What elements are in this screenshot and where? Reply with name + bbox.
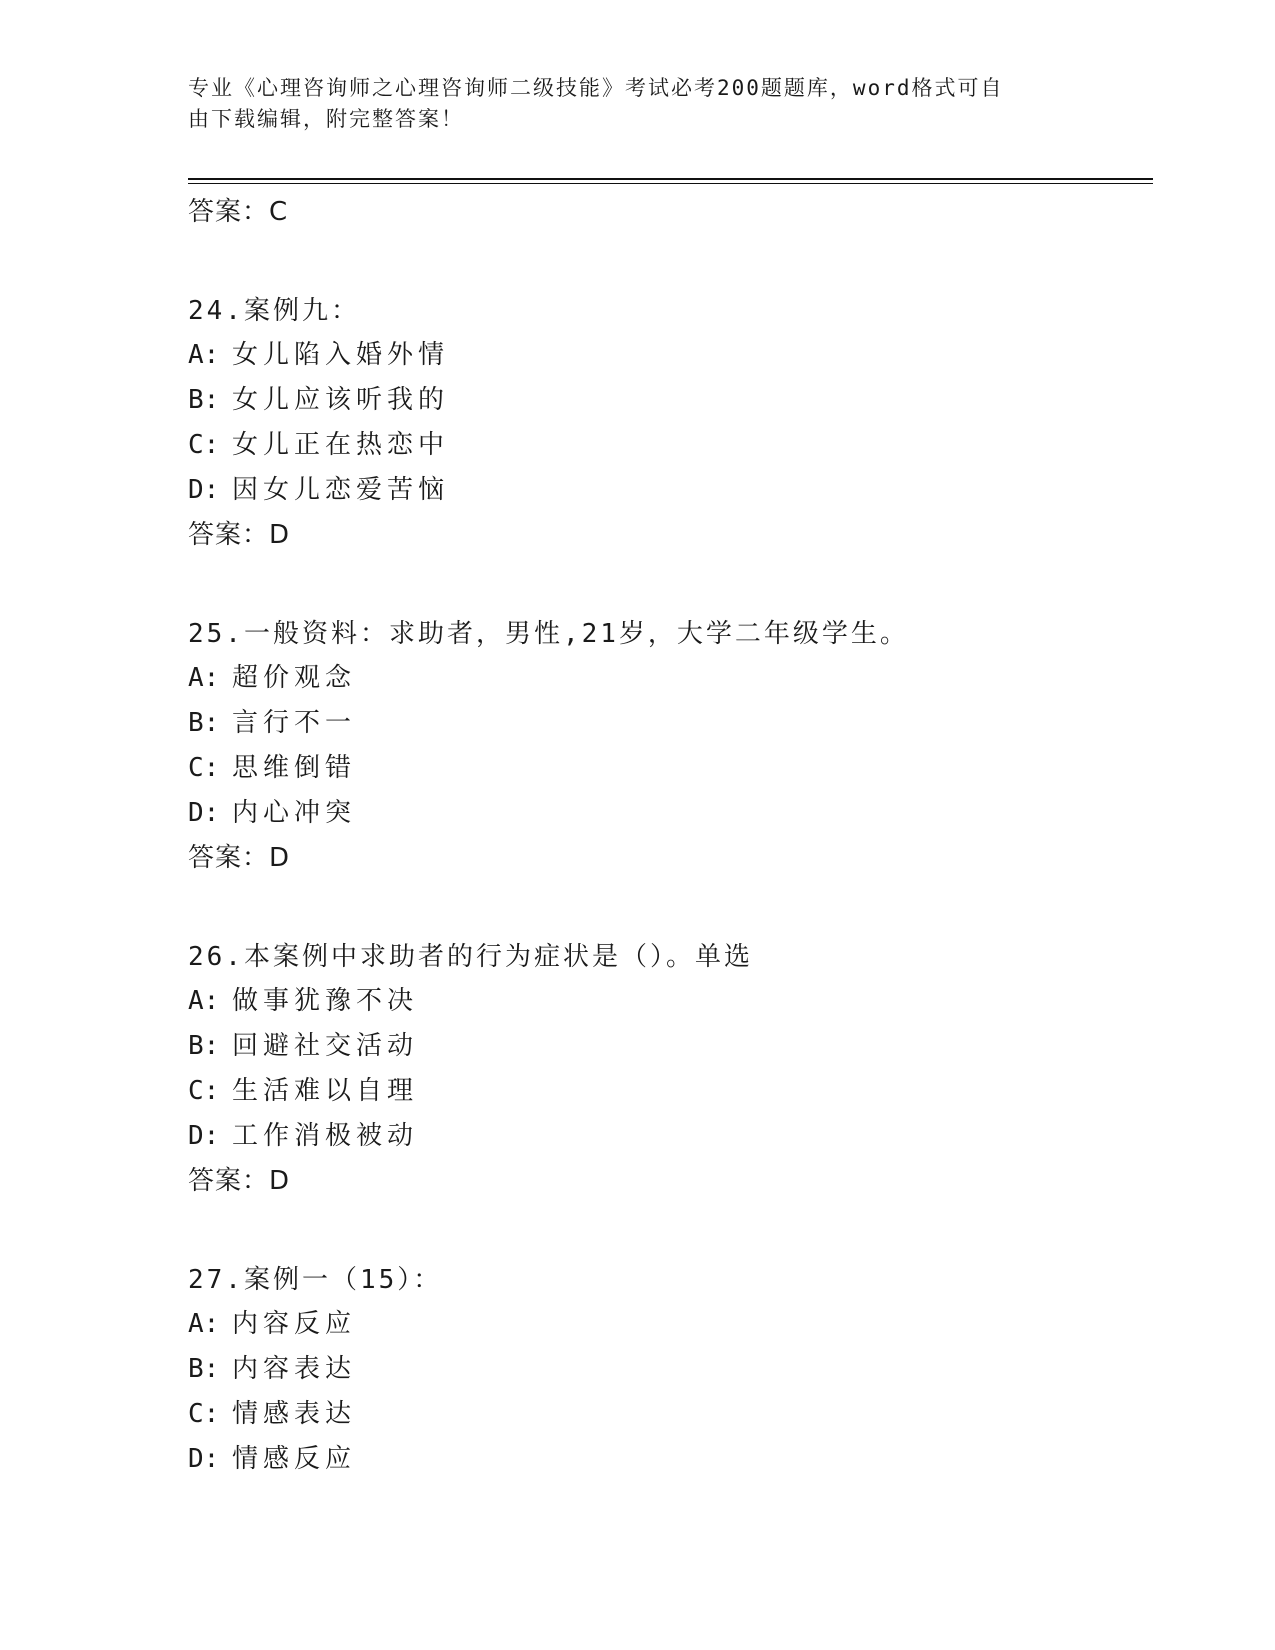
option-a xyxy=(188,979,1148,1024)
spacer xyxy=(188,557,1148,612)
option-text: 做事犹豫不决 xyxy=(232,986,419,1016)
option-c xyxy=(188,1069,1148,1114)
option-letter: A: xyxy=(188,1309,220,1339)
option-a xyxy=(188,1302,1148,1347)
option-b xyxy=(188,1024,1148,1069)
option-c xyxy=(188,1392,1148,1437)
spacer xyxy=(188,880,1148,935)
option-text: 情感反应 xyxy=(232,1444,357,1474)
option-b xyxy=(188,701,1148,746)
option-letter: B: xyxy=(188,1354,220,1384)
option-c xyxy=(188,423,1148,468)
option-letter: B: xyxy=(188,385,220,415)
option-letter: C: xyxy=(188,753,220,783)
option-text: 思维倒错 xyxy=(232,753,357,783)
option-text: 工作消极被动 xyxy=(232,1121,419,1151)
option-text: 言行不一 xyxy=(232,708,357,738)
answer-line: 答案：D xyxy=(188,520,291,550)
option-letter: D: xyxy=(188,475,220,505)
question-title: 27.案例一（15）： xyxy=(188,1265,443,1295)
option-text: 内容反应 xyxy=(232,1309,357,1339)
question-block xyxy=(188,612,1148,935)
option-a xyxy=(188,333,1148,378)
answer-line: 答案：D xyxy=(188,843,291,873)
header-line-1: 专业《心理咨询师之心理咨询师二级技能》考试必考200题题库，word格式可自 xyxy=(188,76,1004,100)
option-d xyxy=(188,791,1148,836)
option-letter: A: xyxy=(188,340,220,370)
option-text: 因女儿恋爱苦恼 xyxy=(232,475,450,505)
question-title: 26.本案例中求助者的行为症状是（）。单选 xyxy=(188,942,753,972)
option-letter: D: xyxy=(188,1444,220,1474)
question-title: 24.案例九： xyxy=(188,296,360,326)
answer-line: 答案：C xyxy=(188,197,289,227)
question-title: 25.一般资料：求助者，男性,21岁，大学二年级学生。 xyxy=(188,619,909,649)
option-b xyxy=(188,378,1148,423)
header-line-2: 由下载编辑，附完整答案！ xyxy=(188,107,464,131)
question-block xyxy=(188,1258,1148,1482)
option-letter: C: xyxy=(188,430,220,460)
option-text: 生活难以自理 xyxy=(232,1076,419,1106)
question-block xyxy=(188,935,1148,1258)
option-text: 女儿正在热恋中 xyxy=(232,430,450,460)
question-list xyxy=(188,190,1148,1482)
answer-line: 答案：D xyxy=(188,1166,291,1196)
header-divider-thick xyxy=(188,178,1153,180)
option-text: 内容表达 xyxy=(232,1354,357,1384)
option-letter: B: xyxy=(188,1031,220,1061)
option-letter: A: xyxy=(188,986,220,1016)
option-text: 回避社交活动 xyxy=(232,1031,419,1061)
option-letter: D: xyxy=(188,798,220,828)
option-letter: A: xyxy=(188,663,220,693)
option-letter: C: xyxy=(188,1399,220,1429)
option-letter: D: xyxy=(188,1121,220,1151)
option-a xyxy=(188,656,1148,701)
option-text: 内心冲突 xyxy=(232,798,357,828)
option-text: 女儿应该听我的 xyxy=(232,385,450,415)
question-block xyxy=(188,289,1148,612)
option-c xyxy=(188,746,1148,791)
option-text: 情感表达 xyxy=(232,1399,357,1429)
spacer xyxy=(188,234,1148,289)
option-b xyxy=(188,1347,1148,1392)
option-text: 超价观念 xyxy=(232,663,357,693)
option-text: 女儿陷入婚外情 xyxy=(232,340,450,370)
option-letter: B: xyxy=(188,708,220,738)
spacer xyxy=(188,1203,1148,1258)
option-d xyxy=(188,1114,1148,1159)
option-d xyxy=(188,1437,1148,1482)
option-d xyxy=(188,468,1148,513)
document-header xyxy=(188,73,1068,135)
option-letter: C: xyxy=(188,1076,220,1106)
header-divider-thin xyxy=(188,183,1153,184)
